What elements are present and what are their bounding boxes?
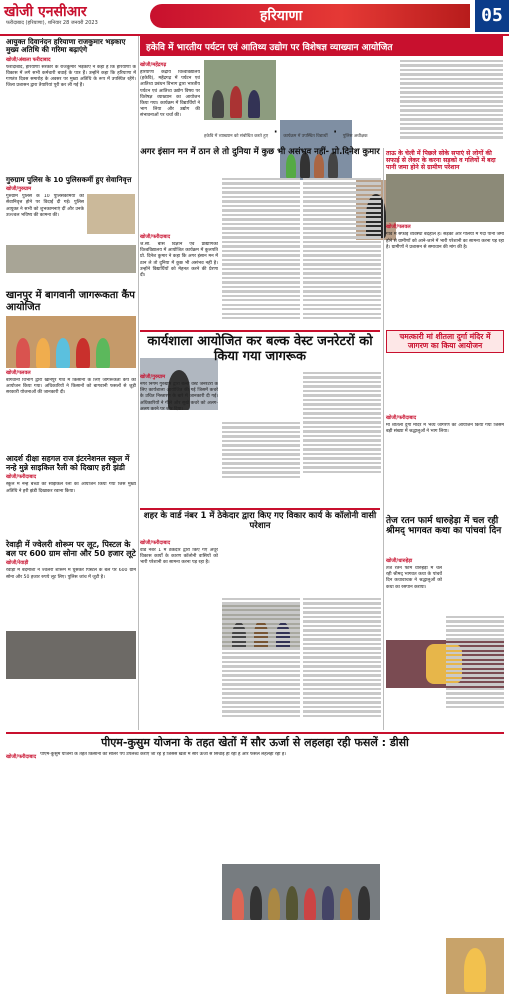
- event-photo: [204, 60, 276, 120]
- headline: शहर के वार्ड नंबर 1 में ठेकेदार द्वारा किए गए विकार कार्य के कॉलोनी वासी परेशान: [143, 511, 377, 531]
- byline: खोजी/फरीदाबाद: [6, 753, 37, 760]
- headline-banner: [140, 36, 503, 56]
- text-lines: [303, 178, 381, 319]
- story-dinesh-col3: [303, 178, 381, 322]
- headline: आदर्श दीक्षा सहगल राज इंटरनेशनल स्कूल में नन्हे मुन्ने साइकिल रैली को दिखाए हरी झंडी: [6, 454, 130, 472]
- story-village-drainage: [386, 150, 504, 304]
- photo-caption: पुलिस अधीक्षक: [342, 134, 368, 139]
- column-divider: [138, 36, 139, 730]
- story-bulk-col2: [222, 422, 300, 480]
- story-body: हरियाणा केंद्रीय विश्वविद्यालय (हकेवि), महेंद्रगढ़ में पर्यटन एवं आतिथ्य प्रबंधन विभाग द्वारा भारतीय पर्यटन एवं आतिथ्य उद्योग विषय पर विशेषज्ञ व्याख्यान का आयोजन किया गया। कार्यक्रम में विद्यार्थियों ने भाग लिया और उद्योग की संभावनाओं पर चर्चा की।: [140, 70, 200, 119]
- headline: अगर इंसान मन में ठान ले तो दुनिया में कुछ भी असंभव नहीं- प्रो.दिनेश कुमार: [140, 147, 380, 157]
- byline: खोजी/रेवाड़ी: [6, 560, 29, 567]
- text-lines: [446, 616, 504, 708]
- photo-caption: कार्यक्रम में उपस्थित विद्यार्थी: [283, 134, 328, 139]
- story-dinesh-col2: [222, 178, 300, 322]
- headline: तेज रतन फार्म धारुहेड़ा में चल रही श्रीमद् भागवत कथा का पांचवां दिन: [386, 516, 502, 537]
- byline: खोजी/पलवल: [386, 224, 411, 231]
- story-body: तेज रतन फार्म धारुहेड़ा में चल रही श्रीमद् भागवत कथा के पांचवें दिन कथावाचक ने श्रद्धालुओं को कथा का रसपान कराया।: [386, 566, 442, 590]
- police-photo: [87, 194, 135, 234]
- story-bulk-col3: [303, 372, 381, 475]
- dateline: फरीदाबाद (हरियाणा), शनिवार 28 जनवरी 2023: [6, 20, 98, 26]
- story-body: गांव में सफाई व्यवस्था बदहाल है। सड़कों और गलियों में गंदा पानी जमा होने से ग्रामीणों को आने-जाने में भारी परेशानी का सामना करना पड़ रहा है। ग्रामीणों ने प्रशासन से समाधान की मांग की है।: [386, 232, 504, 250]
- text-lines: [222, 178, 300, 319]
- headline: कार्यशाला आयोजित कर बल्क वेस्ट जनरेटरों को किया गया जागरूक: [147, 334, 373, 364]
- newspaper-brand: खोजी एनसीआर: [4, 4, 87, 20]
- byline: खोजी/फरीदाबाद: [140, 540, 171, 546]
- story-body: रेवाड़ी में बदमाशों ने ज्वेलरी शोरूम में घुसकर पिस्टल के बल पर 600 ग्राम सोना और 50 हजार रुपये लूट लिए। पुलिस जांच में जुटी है।: [6, 568, 136, 580]
- byline: खोजी/गुरुग्राम: [140, 374, 166, 380]
- headline: आयुक्त दिवानंदन हरियाणा राजकुमार भड़काए मुख्य अतिथि की गरिमा बढ़ाएंगे: [6, 37, 126, 55]
- story-hakevi-continued: [400, 60, 503, 141]
- story-body: पीएम-कुसुम योजना के तहत किसानों को सोलर पंप उपलब्ध कराए जा रहे हैं जिससे खेतों में सौर ऊर्जा से सिंचाई हो रही है और फसलें लहलहा रही हैं।: [40, 751, 287, 757]
- text-lines: [222, 422, 300, 478]
- story-dinesh-body: [140, 232, 218, 336]
- story-body: नगर निगम गुरुग्राम द्वारा बल्क वेस्ट जनरेटरों के लिए कार्यशाला आयोजित की गई जिसमें कचरे के उचित निस्तारण के बारे में जानकारी दी गई। अधिकारियों ने गीले और सूखे कचरे को अलग-अलग करने पर जोर दिया।: [140, 382, 218, 412]
- story-body: बागवानी विभाग द्वारा खानपुर गांव में किसानों के लिए जागरूकता कैंप का आयोजन किया गया। अधिकारियों ने किसानों को बागवानी फसलों से जुड़ी सरकारी योजनाओं की जानकारी दी।: [6, 378, 136, 396]
- showroom-photo: [6, 631, 136, 679]
- byline: खोजी/धारुहेड़ा: [386, 558, 413, 564]
- story-katha-col2: [446, 616, 504, 710]
- column-divider: [383, 148, 384, 730]
- text-lines: [303, 372, 381, 473]
- text-lines: [400, 60, 503, 139]
- story-ward-col2: [222, 598, 300, 719]
- byline: खोजी/फरीदाबाद: [140, 234, 171, 240]
- story-body: वार्ड नंबर 1 में ठेकेदार द्वारा किए गए अधूरे विकास कार्यों के कारण कॉलोनी वासियों को भारी परेशानी का सामना करना पड़ रहा है।: [140, 548, 218, 566]
- section-label: हरियाणा: [260, 8, 303, 24]
- byline: खोजी/फरीदाबाद: [6, 474, 37, 481]
- headline: ताऊ के चेली में पिछले सोके सपाएं से लोगों की सफाई से लेकर के करना सड़को व गलियों में बदा पानी जमा होने से ग्रामीण परेशान: [386, 150, 496, 172]
- group-photo: [6, 245, 136, 273]
- story-hakevi: [140, 60, 200, 142]
- story-ward-col3: [303, 598, 381, 719]
- waterlogging-photo: [386, 174, 504, 222]
- story-khanpur-camp: [6, 290, 136, 448]
- story-rewari-loot: [6, 540, 136, 679]
- story-body: स्कूल में नन्हे बच्चों की साइकिल रैली का आयोजन किया गया जिसे मुख्य अतिथि ने हरी झंडी दिखाकर रवाना किया।: [6, 482, 136, 494]
- story-body: जे.सी. बोस विज्ञान एवं प्रौद्योगिकी विश्वविद्यालय में आयोजित कार्यक्रम में कुलपति प्रो. दिनेश कुमार ने कहा कि अगर इंसान मन में ठान ले तो दुनिया में कुछ भी असंभव नहीं है। उन्होंने विद्यार्थियों को मेहनत करने की प्रेरणा दी।: [140, 242, 218, 278]
- story-cycle-rally: [6, 455, 136, 546]
- camp-photo: [6, 316, 136, 368]
- page-number: 05: [475, 0, 509, 32]
- headline: पीएम-कुसुम योजना के तहत खेतों में सौर ऊर्जा से लहलहा रही फसलें : डीसी: [101, 736, 409, 749]
- colony-residents-photo: [222, 864, 380, 920]
- headline: गुरुग्राम पुलिस के 10 पुलिसकर्मी हुए सेवानिवृत्त: [6, 175, 132, 184]
- story-sheetla-mandir: [386, 330, 504, 353]
- story-pm-kusum: [6, 732, 504, 788]
- byline: खोजी/फरीदाबाद: [386, 415, 417, 421]
- story-ward-1: [140, 508, 380, 532]
- byline: खोजी/महेंद्रगढ़: [140, 62, 167, 68]
- story-commissioner: [6, 38, 136, 173]
- story-dinesh-kumar: [140, 148, 380, 158]
- photo-caption: हकेवि में व्याख्यान को संबोधित करते हुए: [204, 134, 269, 139]
- masthead: [0, 0, 509, 36]
- story-ward-body: [140, 538, 218, 738]
- byline: खोजी/गुरुग्राम: [6, 186, 32, 193]
- headline: चमत्कारी मां शीतला दुर्गा मंदिर में जागरण का किया आयोजन: [399, 332, 491, 350]
- story-body: मां शीतला दुर्गा मंदिर में भव्य जागरण का आयोजन किया गया जिसमें बड़ी संख्या में श्रद्धालुओं ने भाग लिया।: [386, 423, 504, 435]
- story-bulk-waste: [140, 330, 380, 365]
- story-sheetla-body: [386, 413, 504, 519]
- katha-photo: [446, 938, 504, 994]
- byline: खोजी/अंबाला फरीदाबाद: [6, 56, 51, 63]
- section-band: [150, 4, 470, 28]
- photo-captions: हकेवि में व्याख्यान को संबोधित करते हुए · कार्यक्रम में उपस्थित विद्यार्थी · पुलिस अधीक्षक: [204, 122, 368, 141]
- story-bulk-waste-body: [140, 372, 218, 492]
- headline: हकेवि में भारतीय पर्यटन एवं आतिथ्य उद्योग पर विशेषज्ञ व्याख्यान आयोजित: [146, 43, 393, 53]
- byline: खोजी/पलवल: [6, 370, 31, 376]
- story-bhagwat-katha: [386, 516, 504, 537]
- text-lines: [303, 598, 381, 717]
- headline: रेवाड़ी में ज्वेलरी शोरूम पर लूट, पिस्टल के बल पर 600 ग्राम सोना और 50 हजार लूटे: [6, 540, 136, 559]
- story-body: फरीदाबाद, हरियाणा सरकार के राजकुमार भड़काए ने कहा है कि हरियाणा के विकास में लगे सभी कर्मचारी बधाई के पात्र हैं। उन्होंने कहा कि हरियाणा में गणतंत्र दिवस समारोह के अवसर पर मुख्य अतिथि के रूप में उपस्थित रहेंगे। जिला प्रशासन द्वारा तैयारियां पूरी कर ली गई हैं।: [6, 64, 136, 89]
- story-body: गुरुग्राम पुलिस के 10 पुलिसकर्मियों को सेवानिवृत्त होने पर विदाई दी गई। पुलिस आयुक्त ने सभी को शुभकामनाएं दीं और उनके उज्ज्वल भविष्य की कामना की।: [6, 194, 84, 218]
- headline: खानपुर में बागवानी जागरूकता कैंप आयोजित: [6, 290, 135, 313]
- story-katha-body: [386, 556, 442, 714]
- story-gurugram-police: [6, 176, 136, 273]
- text-lines: [222, 598, 300, 717]
